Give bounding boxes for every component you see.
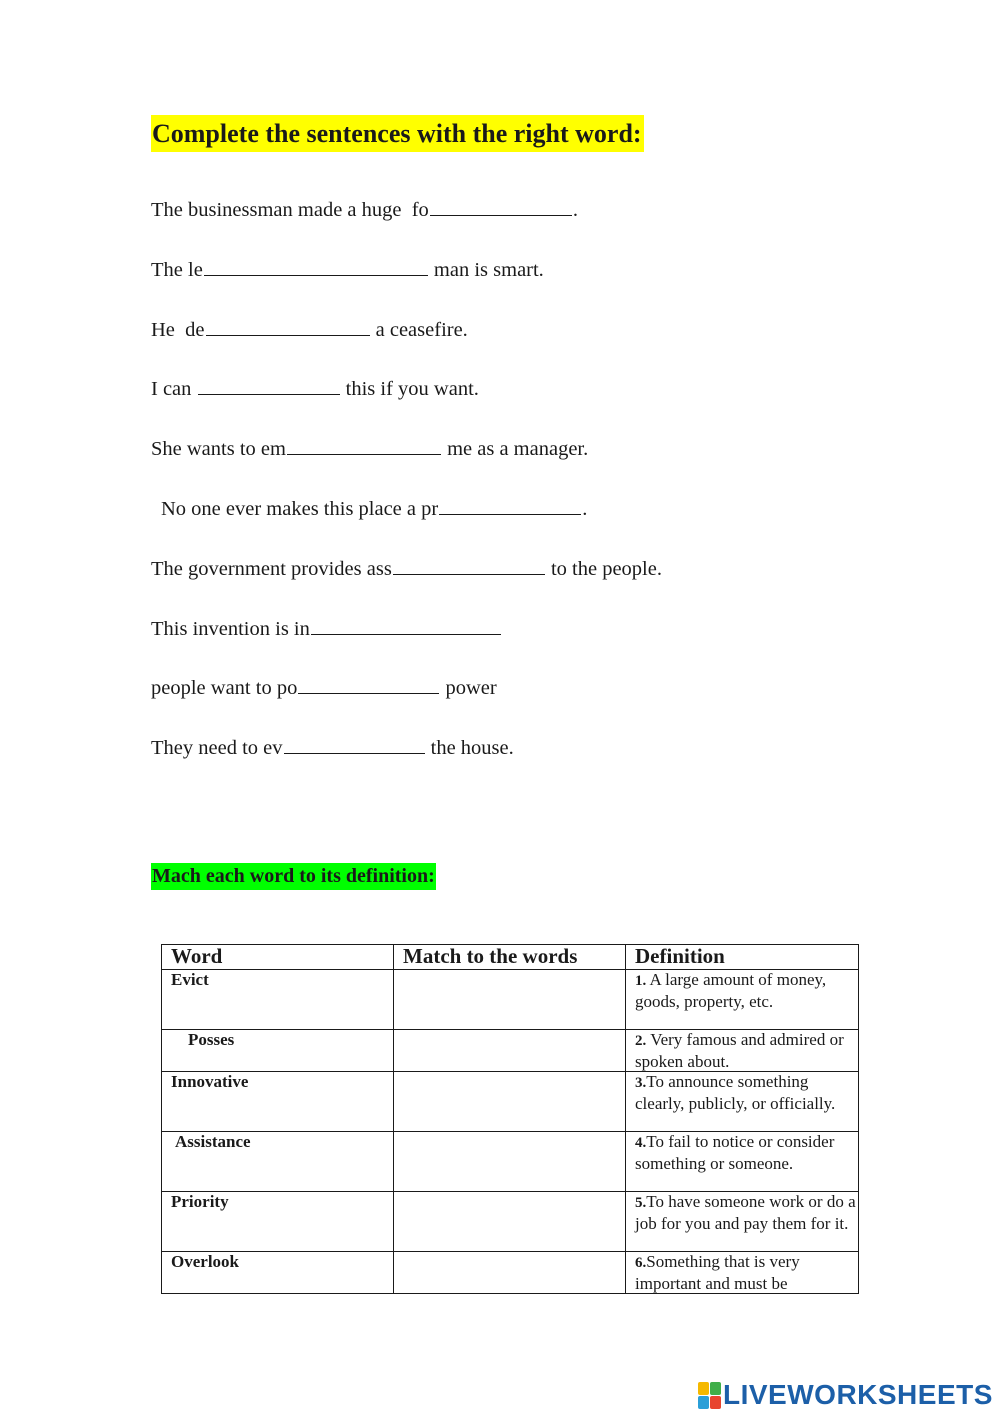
answer-blank[interactable] bbox=[204, 253, 428, 276]
definition-number: 3. bbox=[635, 1075, 647, 1091]
definition-number: 5. bbox=[635, 1195, 647, 1211]
sentence-item bbox=[151, 193, 662, 253]
answer-blank[interactable] bbox=[393, 552, 545, 575]
sentence-list bbox=[151, 193, 662, 791]
sentence-text-before: No one ever makes this place a pr bbox=[161, 497, 439, 520]
sentence-item bbox=[151, 731, 662, 791]
definition-text: To have someone work or do a job for you and pay them for it. bbox=[635, 1192, 856, 1233]
sentence-text-before: He de bbox=[151, 318, 205, 341]
column-header-word: Word bbox=[162, 945, 394, 970]
answer-blank[interactable] bbox=[298, 671, 439, 694]
sentence-text-after: to the people. bbox=[545, 557, 662, 580]
sentence-text-before: They need to ev bbox=[151, 737, 283, 760]
definition-text: A large amount of money, goods, property, etc. bbox=[635, 970, 827, 1011]
answer-blank[interactable] bbox=[206, 313, 370, 336]
matching-section-title: Mach each word to its definition: bbox=[151, 863, 436, 890]
definition-number: 4. bbox=[635, 1135, 647, 1151]
sentence-text-after: a ceasefire. bbox=[370, 318, 468, 341]
word-cell: Innovative bbox=[162, 1072, 394, 1132]
match-cell[interactable] bbox=[394, 1252, 626, 1294]
sentence-item bbox=[151, 612, 662, 672]
table-row bbox=[162, 970, 859, 1030]
match-cell[interactable] bbox=[394, 1072, 626, 1132]
word-cell: Posses bbox=[162, 1030, 394, 1072]
sentence-text-after: power bbox=[440, 677, 497, 700]
definition-cell bbox=[626, 1072, 859, 1132]
table-row bbox=[162, 1072, 859, 1132]
answer-blank[interactable] bbox=[284, 731, 425, 754]
logo-text: LIVEWORKSHEETS bbox=[723, 1379, 993, 1410]
sentence-item bbox=[151, 492, 662, 552]
definition-text: To fail to notice or consider something or someone. bbox=[635, 1132, 835, 1173]
definition-cell bbox=[626, 1192, 859, 1252]
definition-text: Very famous and admired or spoken about. bbox=[635, 1030, 844, 1071]
answer-blank[interactable] bbox=[430, 193, 572, 216]
table-row bbox=[162, 1030, 859, 1072]
table-header-row bbox=[162, 945, 859, 970]
table-row bbox=[162, 1192, 859, 1252]
sentence-text-after: . bbox=[582, 497, 588, 520]
sentence-text-before: The government provides ass bbox=[151, 557, 392, 580]
answer-blank[interactable] bbox=[439, 492, 581, 515]
definition-cell bbox=[626, 1030, 859, 1072]
answer-blank[interactable] bbox=[198, 372, 340, 395]
liveworksheets-logo bbox=[698, 1380, 993, 1410]
sentence-text-before: She wants to em bbox=[151, 438, 286, 461]
sentence-item bbox=[151, 432, 662, 492]
word-cell: Assistance bbox=[162, 1132, 394, 1192]
definition-text: Something that is very important and must be bbox=[635, 1252, 800, 1293]
match-cell[interactable] bbox=[394, 1192, 626, 1252]
definition-cell bbox=[626, 1132, 859, 1192]
definition-number: 1. bbox=[635, 973, 647, 989]
sentence-text-before: The businessman made a huge fo bbox=[151, 199, 429, 221]
column-header-match: Match to the words bbox=[394, 945, 626, 970]
table-row bbox=[162, 1132, 859, 1192]
answer-blank[interactable] bbox=[311, 612, 501, 635]
word-cell: Overlook bbox=[162, 1252, 394, 1294]
sentence-item bbox=[151, 253, 662, 313]
definition-number: 6. bbox=[635, 1255, 647, 1271]
sentence-text-before: This invention is in bbox=[151, 617, 310, 640]
definition-cell bbox=[626, 1252, 859, 1294]
word-cell: Evict bbox=[162, 970, 394, 1030]
sentence-item bbox=[151, 552, 662, 612]
logo-blocks-icon bbox=[698, 1382, 721, 1409]
match-cell[interactable] bbox=[394, 1030, 626, 1072]
sentence-text-before: The le bbox=[151, 258, 203, 281]
match-cell[interactable] bbox=[394, 1132, 626, 1192]
sentence-item bbox=[151, 372, 662, 432]
match-cell[interactable] bbox=[394, 970, 626, 1030]
sentence-text-before: I can bbox=[151, 378, 197, 401]
definition-cell bbox=[626, 970, 859, 1030]
sentence-item bbox=[151, 313, 662, 373]
sentence-text-before: people want to po bbox=[151, 677, 298, 700]
sentence-text-after: man is smart. bbox=[428, 258, 544, 281]
worksheet-title: Complete the sentences with the right word: bbox=[151, 115, 644, 152]
answer-blank[interactable] bbox=[287, 432, 441, 455]
word-cell: Priority bbox=[162, 1192, 394, 1252]
sentence-text-after: the house. bbox=[425, 737, 514, 760]
matching-table bbox=[161, 944, 859, 1294]
sentence-text-after: this if you want. bbox=[340, 378, 479, 401]
sentence-text-after: me as a manager. bbox=[441, 438, 589, 461]
definition-number: 2. bbox=[635, 1033, 647, 1049]
table-row bbox=[162, 1252, 859, 1294]
column-header-definition: Definition bbox=[626, 945, 859, 970]
definition-text: To announce something clearly, publicly, or officially. bbox=[635, 1072, 836, 1113]
sentence-text-after: . bbox=[572, 199, 578, 221]
sentence-item bbox=[151, 671, 662, 731]
